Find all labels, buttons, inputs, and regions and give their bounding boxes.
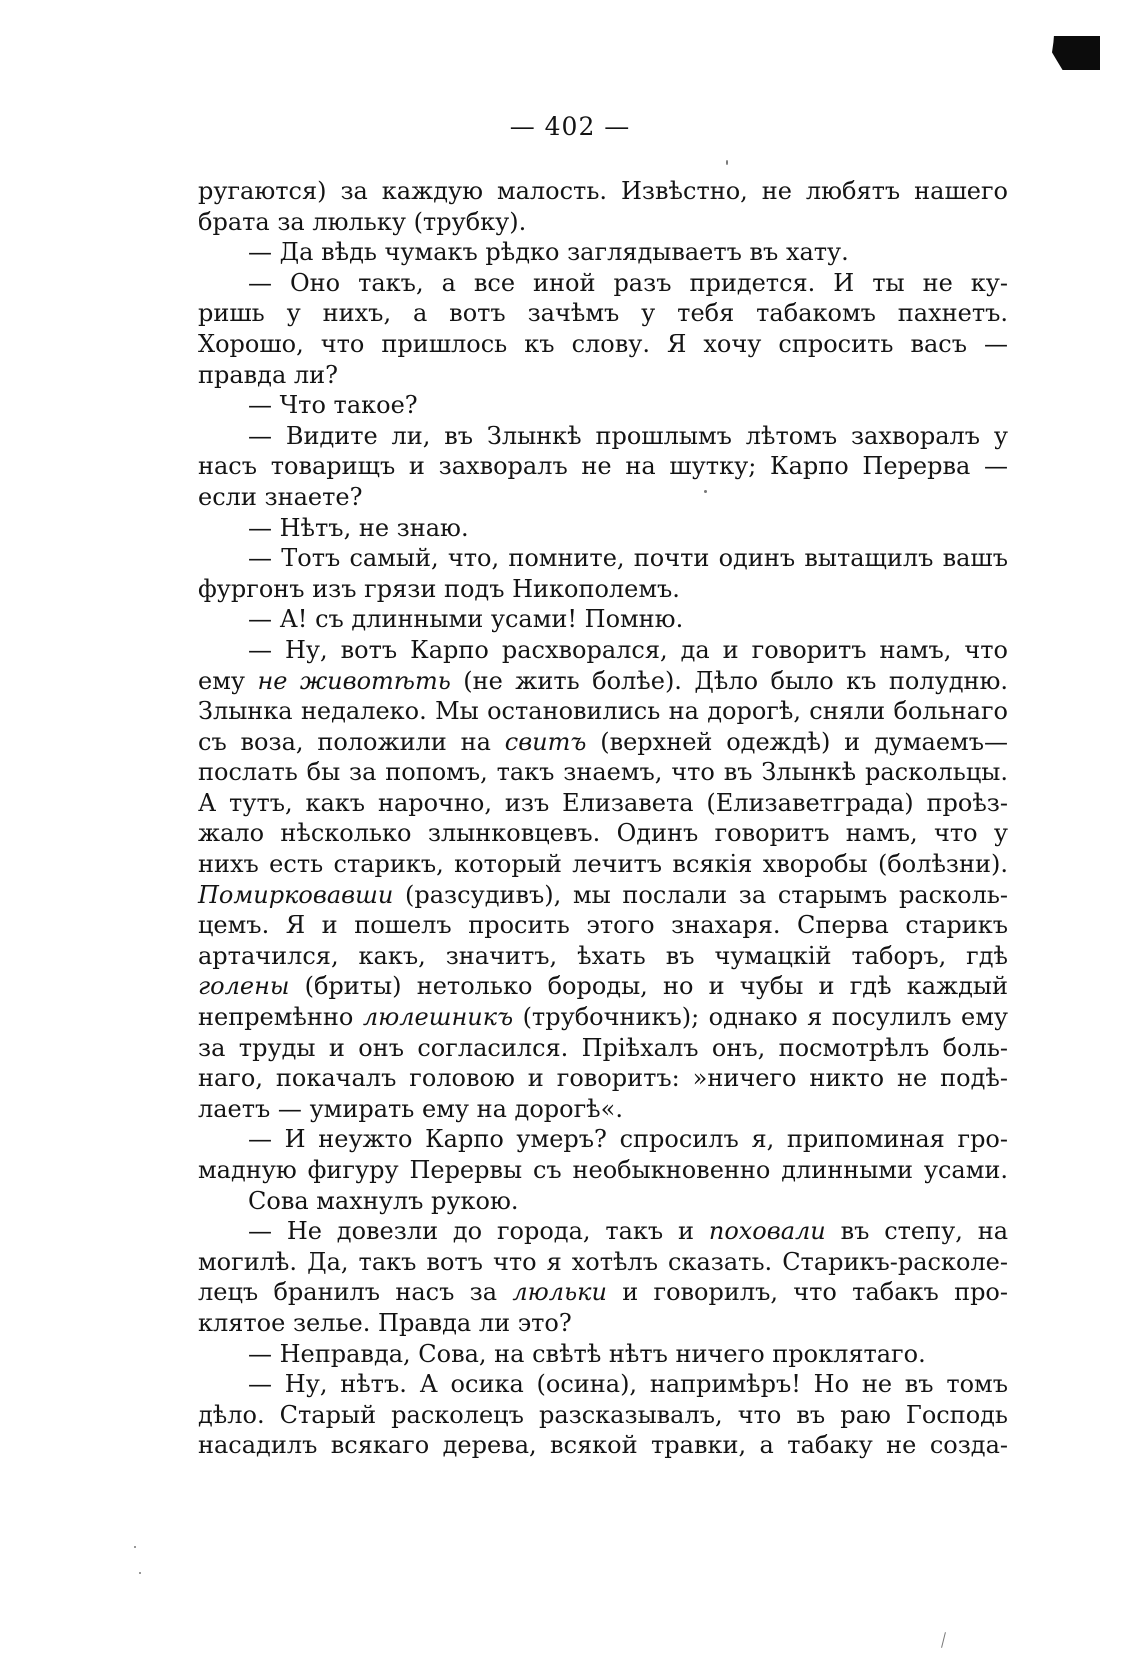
text-line: [198, 1216, 1008, 1247]
text-line: [198, 1369, 1008, 1400]
text-line: [198, 1063, 1008, 1094]
text-line: [198, 421, 1008, 452]
text-run: могилѣ. Да, такъ вотъ что я хотѣлъ сказать. Старикъ-расколе-: [198, 1247, 1008, 1276]
text-run: Хорошо, что пришлось къ слову. Я хочу спросить васъ —: [198, 329, 1008, 358]
text-run: лецъ бранилъ насъ за: [198, 1278, 513, 1307]
text-run: — Ну, нѣтъ. А осика (осина), напримѣръ! Но не въ томъ: [248, 1370, 1008, 1399]
text-run: за труды и онъ согласился. Пріѣхалъ онъ, посмотрѣлъ боль-: [198, 1033, 1008, 1062]
text-run: артачился, какъ, значитъ, ѣхать въ чумацкій таборъ, гдѣ: [198, 941, 1008, 970]
text-line: [198, 971, 1008, 1002]
text-run: нихъ есть старикъ, который лечитъ всякія хворобы (болѣзни).: [198, 850, 1008, 879]
text-run: (бриты) нетолько бороды, но и чубы и гдѣ каждый: [289, 972, 1008, 1001]
text-line: [198, 1186, 1008, 1217]
text-run: — Оно такъ, а все иной разъ придется. И ты не ку-: [248, 268, 1008, 297]
text-line: [198, 360, 1008, 391]
text-line: [198, 727, 1008, 758]
text-run: фургонъ изъ грязи подъ Никополемъ.: [198, 574, 680, 603]
text-line: [198, 1033, 1008, 1064]
text-run: насадилъ всякаго дерева, всякой травки, а табаку не созда-: [198, 1431, 1008, 1460]
scan-corner-mark: [1052, 36, 1100, 70]
text-run: Сова махнулъ рукою.: [248, 1186, 519, 1215]
text-line: [198, 1430, 1008, 1461]
text-line: [198, 207, 1008, 238]
text-line: [198, 941, 1008, 972]
italic-term: люльки: [512, 1278, 607, 1307]
text-run: (разсудивъ), мы послали за старымъ расколь-: [393, 880, 1008, 909]
text-body: [198, 176, 1008, 1461]
text-line: [198, 1247, 1008, 1278]
text-run: — Да вѣдь чумакъ рѣдко заглядываетъ въ хату.: [248, 238, 849, 267]
text-line: [198, 788, 1008, 819]
text-run: жало нѣсколько злынковцевъ. Одинъ говоритъ намъ, что у: [198, 819, 1008, 848]
text-line: [198, 1002, 1008, 1033]
text-run: ему: [198, 666, 258, 695]
text-run: послать бы за попомъ, такъ знаемъ, что въ Злынкѣ раскольцы.: [198, 758, 1008, 787]
text-line: [198, 268, 1008, 299]
text-run: Злынка недалеко. Мы остановились на дорогѣ, сняли больнаго: [198, 697, 1008, 726]
text-line: [198, 513, 1008, 544]
scan-speck: [139, 1572, 141, 1574]
text-run: дѣло. Старый расколецъ разсказывалъ, что въ раю Господь: [198, 1400, 1008, 1429]
text-line: [198, 696, 1008, 727]
text-run: брата за люльку (трубку).: [198, 207, 527, 236]
text-run: ришь у нихъ, а вотъ зачѣмъ у тебя табакомъ пахнетъ.: [198, 299, 1008, 328]
text-run: мадную фигуру Перервы съ необыкновенно длинными усами.: [198, 1156, 1008, 1184]
text-line: [198, 604, 1008, 635]
italic-term: не животѣть: [257, 666, 451, 695]
text-run: А тутъ, какъ нарочно, изъ Елизавета (Елизаветграда) проѣз-: [198, 788, 1008, 817]
text-run: — И неужто Карпо умеръ? спросилъ я, припоминая гро-: [248, 1125, 1008, 1154]
text-run: — Не довезли до города, такъ и: [248, 1217, 709, 1246]
text-line: [198, 635, 1008, 666]
text-line: [198, 451, 1008, 482]
text-line: [198, 543, 1008, 574]
text-line: [198, 1339, 1008, 1370]
text-run: непремѣнно: [198, 1003, 363, 1032]
text-line: [198, 880, 1008, 911]
text-run: съ воза, положили на: [198, 727, 505, 756]
text-line: [198, 818, 1008, 849]
text-line: [198, 329, 1008, 360]
text-run: насъ товарищъ и захворалъ не на шутку; Карпо Перерва —: [198, 452, 1008, 481]
italic-term: поховали: [708, 1217, 826, 1246]
text-line: [198, 390, 1008, 421]
text-line: [198, 849, 1008, 880]
text-run: клятое зелье. Правда ли это?: [198, 1308, 572, 1337]
text-run: — Нѣтъ, не знаю.: [248, 513, 469, 542]
text-run: правда ли?: [198, 360, 339, 389]
text-line: [198, 482, 1008, 513]
text-line: [198, 1155, 1008, 1186]
italic-term: люлешникъ: [362, 1003, 514, 1032]
text-line: [198, 176, 1008, 207]
page-number: — 402 —: [509, 112, 631, 141]
text-run: — Ну, вотъ Карпо расхворался, да и говоритъ намъ, что: [248, 635, 1008, 664]
text-line: [198, 1277, 1008, 1308]
italic-term: свитъ: [504, 727, 587, 756]
text-run: — Видите ли, въ Злынкѣ прошлымъ лѣтомъ захворалъ у: [248, 421, 1008, 450]
text-line: [198, 574, 1008, 605]
text-run: (не жить болѣе). Дѣло было къ полудню.: [450, 666, 1008, 695]
italic-term: Помирковавши: [198, 880, 394, 909]
text-line: [198, 298, 1008, 329]
text-line: [198, 910, 1008, 941]
text-run: — Тотъ самый, что, помните, почти одинъ вытащилъ вашъ: [248, 544, 1008, 573]
text-line: [198, 1308, 1008, 1339]
text-run: если знаете?: [198, 482, 363, 511]
text-line: [198, 666, 1008, 697]
text-run: — Что такое?: [248, 391, 418, 420]
text-run: лаетъ — умирать ему на дорогѣ«.: [198, 1094, 623, 1123]
text-run: ругаются) за каждую малость. Извѣстно, не любятъ нашего: [198, 177, 1008, 205]
text-line: [198, 237, 1008, 268]
text-line: [198, 1094, 1008, 1125]
text-run: — А! съ длинными усами! Помню.: [248, 605, 684, 634]
scan-speck: [134, 1546, 136, 1548]
text-line: [198, 1124, 1008, 1155]
scan-speck: [704, 490, 707, 493]
text-run: въ степу, на: [825, 1217, 1009, 1246]
text-run: наго, покачалъ головою и говоритъ: »ничего никто не подѣ-: [198, 1064, 1008, 1093]
italic-term: голены: [198, 972, 290, 1001]
text-run: цемъ. Я и пошелъ просить этого знахаря. Сперва старикъ: [198, 911, 1008, 940]
text-line: [198, 757, 1008, 788]
scan-speck: [941, 1632, 946, 1648]
text-run: и говорилъ, что табакъ про-: [606, 1278, 1008, 1307]
text-run: — Неправда, Сова, на свѣтѣ нѣтъ ничего проклятаго.: [248, 1339, 926, 1368]
scan-speck: [726, 160, 728, 165]
text-run: (трубочникъ); однако я посулилъ ему: [513, 1003, 1008, 1032]
text-run: (верхней одеждѣ) и думаемъ—: [586, 727, 1008, 756]
text-line: [198, 1400, 1008, 1431]
